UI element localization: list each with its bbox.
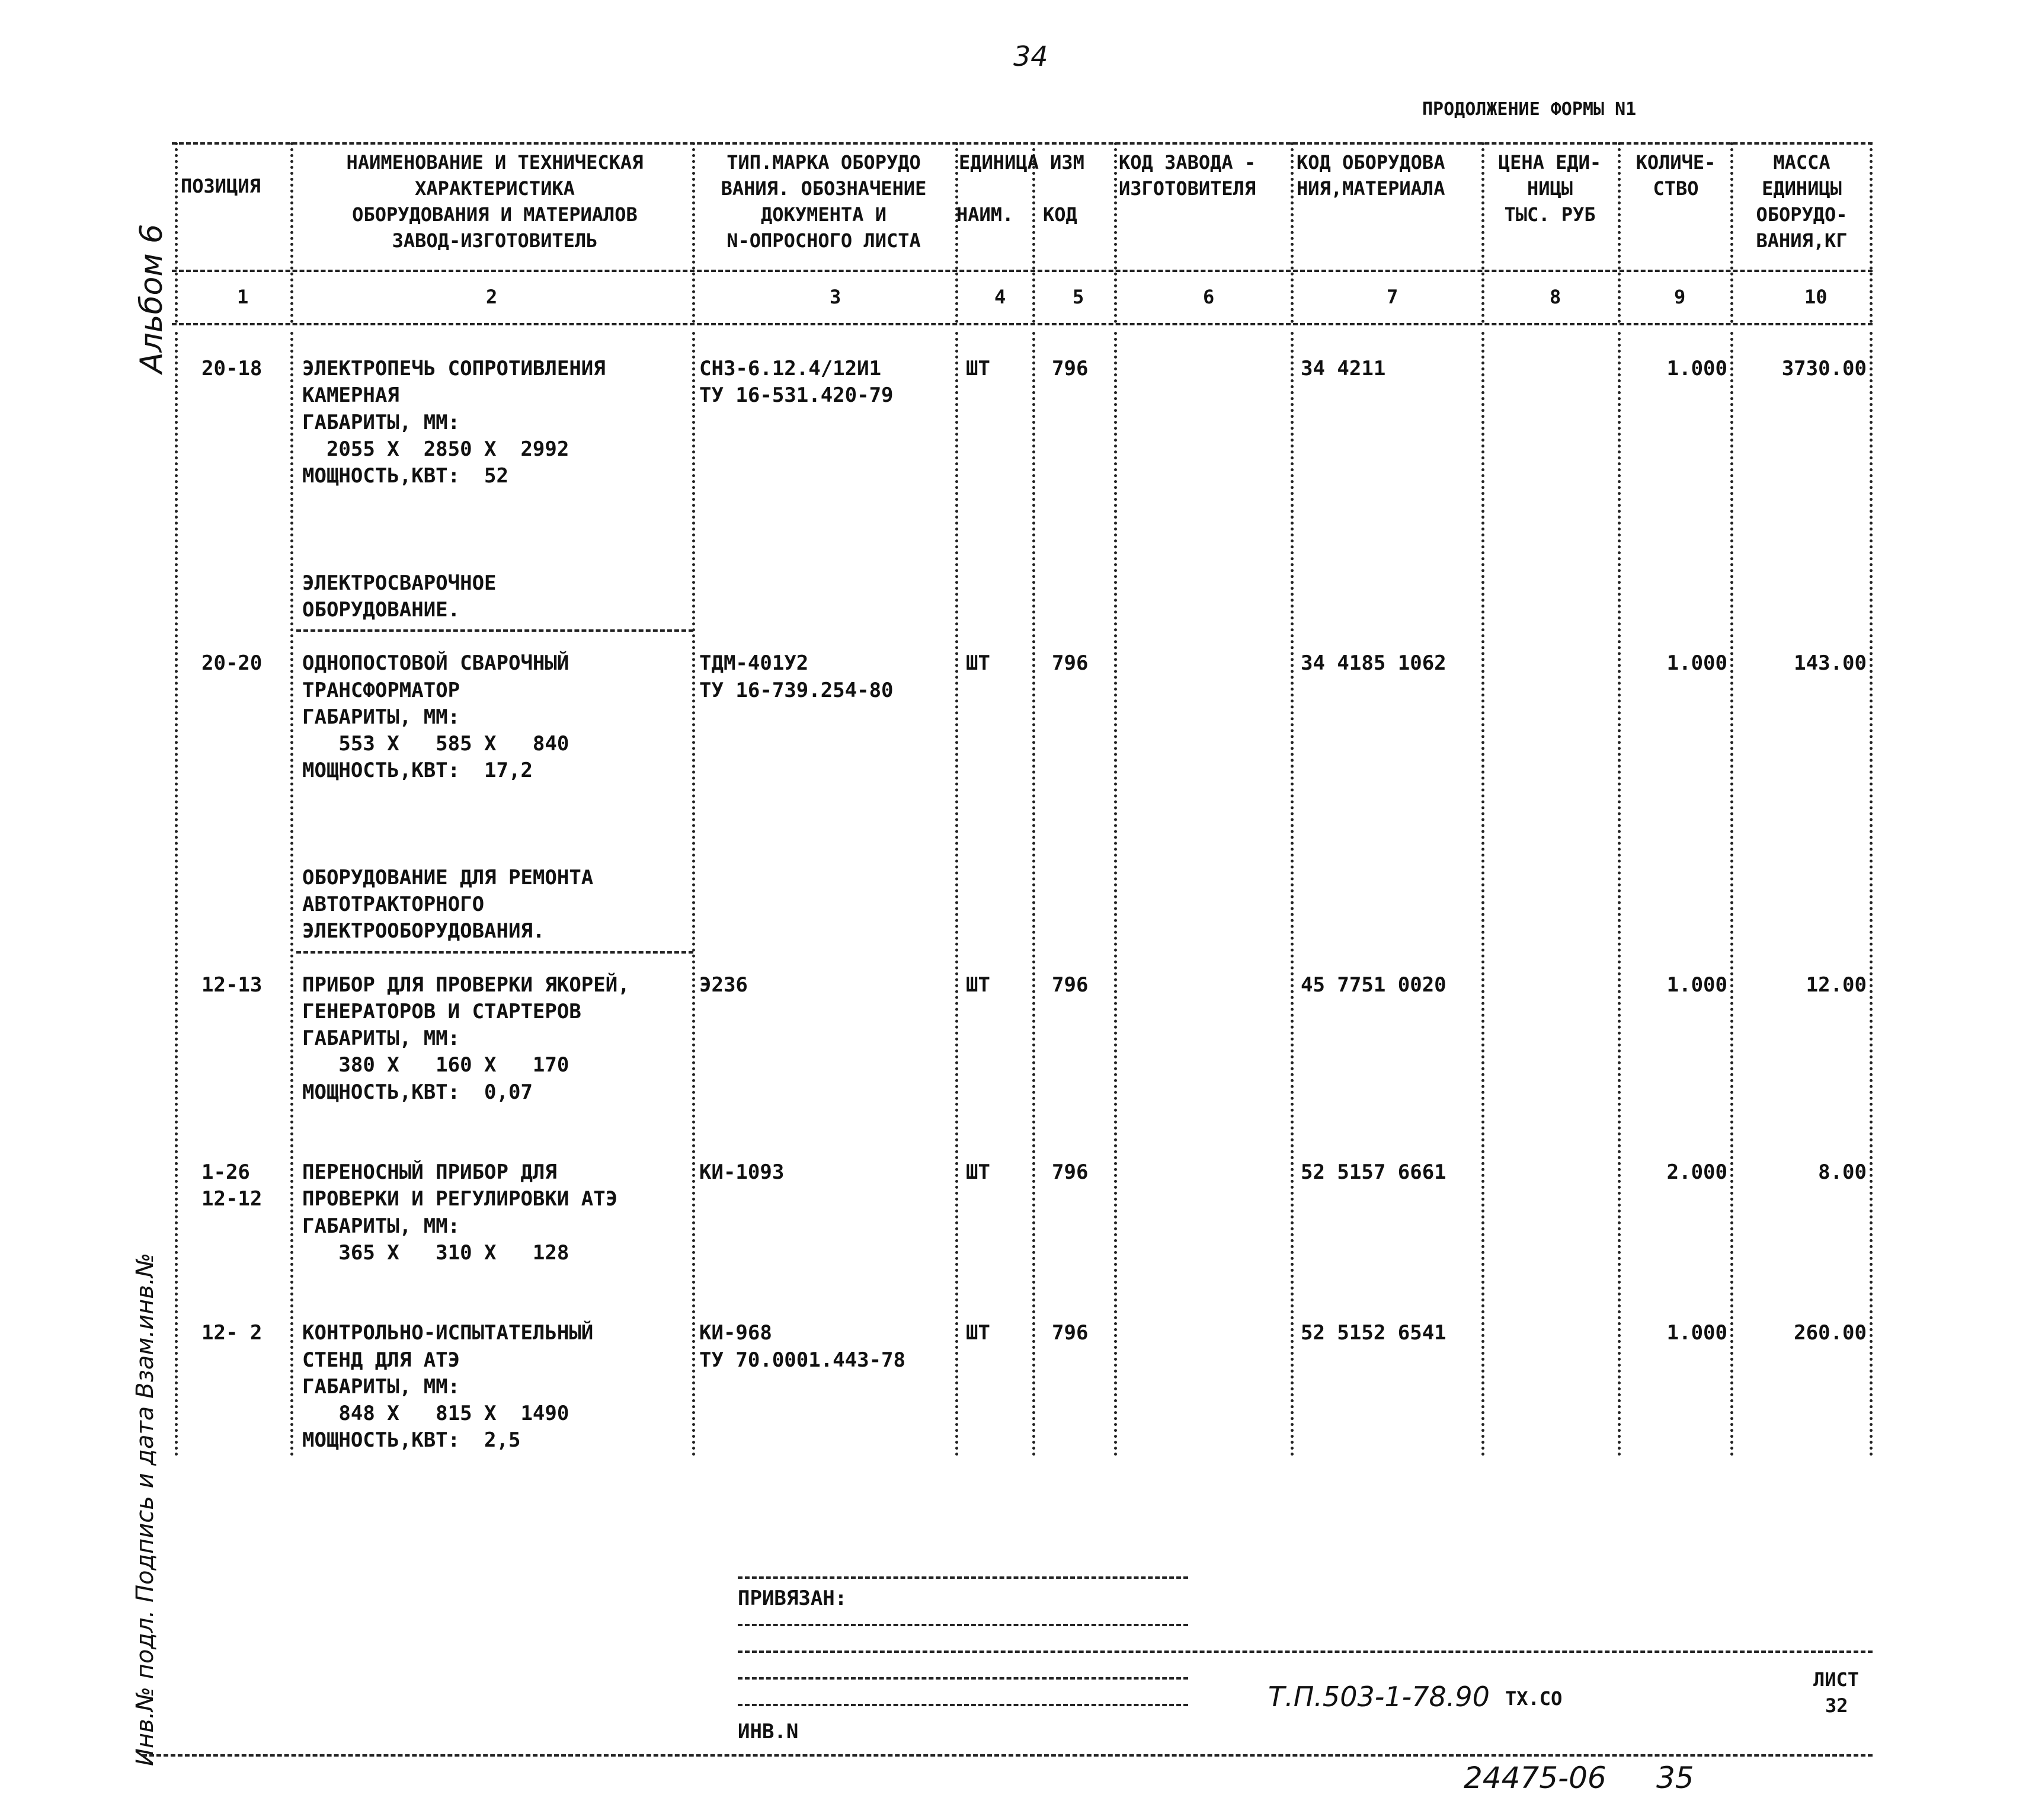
item-name-line: 2055 Х 2850 Х 2992 — [302, 437, 569, 461]
unit-code: 796 — [1052, 357, 1089, 381]
header-factory-code: ИЗГОТОВИТЕЛЯ — [1119, 177, 1256, 200]
item-type-line: КИ-1093 — [699, 1160, 785, 1185]
stamp-rule — [738, 1624, 1188, 1626]
table-bottom-rule — [142, 1754, 1873, 1757]
section-heading: АВТОТРАКТОРНОГО — [302, 893, 485, 917]
side-stamp-label: Инв.№ подл. Подпись и дата Взам.инв.№ — [132, 1252, 159, 1766]
item-name-line: МОЩНОСТЬ,КВТ: 52 — [302, 464, 508, 488]
equipment-code: 34 4185 1062 — [1301, 651, 1446, 676]
column-divider — [1730, 142, 1733, 323]
equipment-code: 52 5157 6661 — [1301, 1160, 1446, 1185]
sheet-number: 32 — [1825, 1694, 1848, 1717]
column-divider — [1291, 142, 1294, 323]
header-quantity: СТВО — [1653, 177, 1699, 200]
header-column-number: 1 — [237, 286, 249, 308]
header-unit: ЕДИНИЦА ИЗМ — [959, 151, 1084, 174]
header-column-number: 3 — [830, 286, 841, 308]
item-type-line: ТДМ-401У2 — [699, 651, 809, 676]
header-price: НИЦЫ — [1526, 177, 1573, 200]
body-column-divider — [1618, 332, 1621, 1457]
item-name-line: ГАБАРИТЫ, ММ: — [302, 410, 460, 434]
header-quantity: КОЛИЧЕ- — [1636, 151, 1716, 174]
document-suffix: ТХ.СО — [1505, 1687, 1563, 1710]
header-equipment-code: НИЯ,МАТЕРИАЛА — [1297, 177, 1445, 200]
header-unit-code: КОД — [1043, 203, 1077, 226]
page-number: 34 — [1013, 40, 1048, 72]
unit-name: ШТ — [966, 1321, 990, 1345]
unit-mass: 143.00 — [1794, 651, 1867, 676]
item-name-line: ОДНОПОСТОВОЙ СВАРОЧНЫЙ — [302, 651, 569, 676]
item-name-line: ПРОВЕРКИ И РЕГУЛИРОВКИ АТЭ — [302, 1187, 618, 1211]
header-column-number: 6 — [1203, 286, 1215, 308]
item-name-line: МОЩНОСТЬ,КВТ: 2,5 — [302, 1428, 521, 1453]
body-column-divider — [955, 332, 958, 1457]
header-unit-name: НАИМ. — [956, 203, 1014, 226]
sheet-label: ЛИСТ — [1813, 1668, 1860, 1691]
unit-name: ШТ — [966, 651, 990, 676]
header-column-number: 7 — [1387, 286, 1398, 308]
column-divider — [1618, 142, 1621, 323]
header-price: ЦЕНА ЕДИ- — [1498, 151, 1602, 174]
body-column-divider — [692, 332, 695, 1457]
unit-mass: 3730.00 — [1781, 357, 1867, 381]
item-type-line: ТУ 16-739.254-80 — [699, 678, 894, 702]
header-type-line: ТИП.МАРКА ОБОРУДО — [727, 151, 921, 174]
header-column-number: 8 — [1550, 286, 1561, 308]
album-label: Альбом 6 — [134, 223, 169, 373]
header-mass: ОБОРУДО- — [1756, 203, 1848, 226]
section-underline — [296, 629, 693, 632]
item-type-line: КИ-968 — [699, 1321, 772, 1345]
item-name-line: ГАБАРИТЫ, ММ: — [302, 1214, 460, 1238]
quantity: 1.000 — [1666, 1321, 1727, 1345]
header-column-number: 9 — [1674, 286, 1686, 308]
unit-name: ШТ — [966, 1160, 990, 1185]
body-column-divider — [1481, 332, 1484, 1457]
item-type-line: СНЗ-6.12.4/12И1 — [699, 357, 882, 381]
continuation-title: ПРОДОЛЖЕНИЕ ФОРМЫ N1 — [1422, 99, 1637, 120]
unit-name: ШТ — [966, 973, 990, 997]
item-name-line: 848 Х 815 Х 1490 — [302, 1402, 569, 1425]
stamp-rule — [738, 1677, 1188, 1680]
header-name-line: ЗАВОД-ИЗГОТОВИТЕЛЬ — [392, 229, 598, 252]
stamp-rule — [738, 1704, 1188, 1706]
item-name-line: ГАБАРИТЫ, ММ: — [302, 1026, 460, 1051]
quantity: 1.000 — [1666, 651, 1727, 676]
header-column-number: 5 — [1073, 286, 1084, 308]
body-column-divider — [175, 332, 178, 1457]
item-name-line: ЭЛЕКТРОПЕЧЬ СОПРОТИВЛЕНИЯ — [302, 357, 606, 381]
body-column-divider — [1291, 332, 1294, 1457]
item-name-line: МОЩНОСТЬ,КВТ: 0,07 — [302, 1080, 533, 1104]
column-divider — [175, 142, 178, 323]
item-name-line: 380 Х 160 Х 170 — [302, 1053, 569, 1077]
unit-mass: 8.00 — [1818, 1160, 1867, 1185]
header-mass: ВАНИЯ,КГ — [1756, 229, 1848, 252]
position-code: 20-18 — [201, 357, 263, 381]
header-bottom-rule — [172, 323, 1873, 325]
column-divider — [290, 142, 293, 323]
item-name-line: МОЩНОСТЬ,КВТ: 17,2 — [302, 759, 533, 783]
item-name-line: ГАБАРИТЫ, ММ: — [302, 1374, 460, 1399]
item-name-line: ГАБАРИТЫ, ММ: — [302, 705, 460, 729]
unit-code: 796 — [1052, 651, 1089, 676]
item-name-line: СТЕНД ДЛЯ АТЭ — [302, 1348, 460, 1372]
header-mass: МАССА — [1773, 151, 1830, 174]
footer-page: 35 — [1656, 1761, 1694, 1795]
header-type-line: N-ОПРОСНОГО ЛИСТА — [727, 229, 921, 252]
header-factory-code: КОД ЗАВОДА - — [1119, 151, 1256, 174]
item-name-line: КАМЕРНАЯ — [302, 383, 399, 408]
section-heading: ЭЛЕКТРООБОРУДОВАНИЯ. — [302, 919, 545, 943]
position-code: 12- 2 — [201, 1321, 263, 1345]
section-heading: ОБОРУДОВАНИЕ ДЛЯ РЕМОНТА — [302, 866, 594, 890]
footer-number: 24475-06 — [1464, 1761, 1606, 1795]
item-name-line: ГЕНЕРАТОРОВ И СТАРТЕРОВ — [302, 1000, 581, 1023]
equipment-code: 34 4211 — [1301, 357, 1386, 381]
item-name-line: ПЕРЕНОСНЫЙ ПРИБОР ДЛЯ — [302, 1160, 557, 1185]
quantity: 1.000 — [1666, 357, 1727, 381]
position-code: 1-26 — [201, 1160, 250, 1185]
column-divider — [1114, 142, 1117, 323]
section-underline — [296, 951, 693, 954]
header-column-number: 2 — [486, 286, 498, 308]
body-column-divider — [1032, 332, 1035, 1457]
item-name-line: КОНТРОЛЬНО-ИСПЫТАТЕЛЬНЫЙ — [302, 1321, 594, 1345]
header-type-line: ВАНИЯ. ОБОЗНАЧЕНИЕ — [721, 177, 927, 200]
body-column-divider — [1870, 332, 1873, 1457]
stamp-rule — [738, 1651, 1873, 1653]
section-heading: ОБОРУДОВАНИЕ. — [302, 598, 460, 622]
position-code: 12-12 — [201, 1187, 263, 1211]
header-equipment-code: КОД ОБОРУДОВА — [1297, 151, 1445, 174]
item-type-line: Э236 — [699, 973, 748, 997]
header-column-number: 10 — [1804, 286, 1828, 308]
column-divider — [1870, 142, 1873, 323]
quantity: 1.000 — [1666, 973, 1727, 997]
column-divider — [955, 142, 958, 323]
header-type-line: ДОКУМЕНТА И — [761, 203, 887, 226]
column-divider — [692, 142, 695, 323]
item-name-line: 365 Х 310 Х 128 — [302, 1240, 569, 1265]
quantity: 2.000 — [1666, 1160, 1727, 1185]
header-mass: ЕДИНИЦЫ — [1762, 177, 1842, 200]
item-type-line: ТУ 16-531.420-79 — [699, 383, 894, 408]
item-name-line: ПРИБОР ДЛЯ ПРОВЕРКИ ЯКОРЕЙ, — [302, 973, 630, 997]
header-column-number: 4 — [994, 286, 1006, 308]
body-column-divider — [1730, 332, 1733, 1457]
column-divider — [1481, 142, 1484, 323]
section-heading: ЭЛЕКТРОСВАРОЧНОЕ — [302, 571, 497, 595]
position-code: 12-13 — [201, 973, 263, 997]
item-type-line: ТУ 70.0001.443-78 — [699, 1348, 905, 1372]
position-code: 20-20 — [201, 651, 263, 676]
header-price: ТЫС. РУБ — [1504, 203, 1596, 226]
unit-name: ШТ — [966, 357, 990, 381]
stamp-top-rule — [738, 1576, 1188, 1579]
unit-mass: 12.00 — [1806, 973, 1867, 997]
stamp-inv-label: ИНВ.N — [738, 1720, 799, 1744]
item-name-line: ТРАНСФОРМАТОР — [302, 678, 460, 702]
equipment-code: 45 7751 0020 — [1301, 973, 1446, 997]
body-column-divider — [1114, 332, 1117, 1457]
document-code: Т.П.503-1-78.90 — [1268, 1681, 1490, 1713]
equipment-code: 52 5152 6541 — [1301, 1321, 1446, 1345]
header-name-line: ОБОРУДОВАНИЯ И МАТЕРИАЛОВ — [352, 203, 638, 226]
body-column-divider — [290, 332, 293, 1457]
header-position: ПОЗИЦИЯ — [181, 175, 261, 197]
unit-code: 796 — [1052, 1321, 1089, 1345]
unit-code: 796 — [1052, 973, 1089, 997]
header-name-line: НАИМЕНОВАНИЕ И ТЕХНИЧЕСКАЯ — [346, 151, 644, 174]
unit-code: 796 — [1052, 1160, 1089, 1185]
unit-mass: 260.00 — [1794, 1321, 1867, 1345]
header-name-line: ХАРАКТЕРИСТИКА — [415, 177, 575, 200]
item-name-line: 553 Х 585 Х 840 — [302, 732, 569, 756]
stamp-bound-label: ПРИВЯЗАН: — [738, 1586, 847, 1610]
